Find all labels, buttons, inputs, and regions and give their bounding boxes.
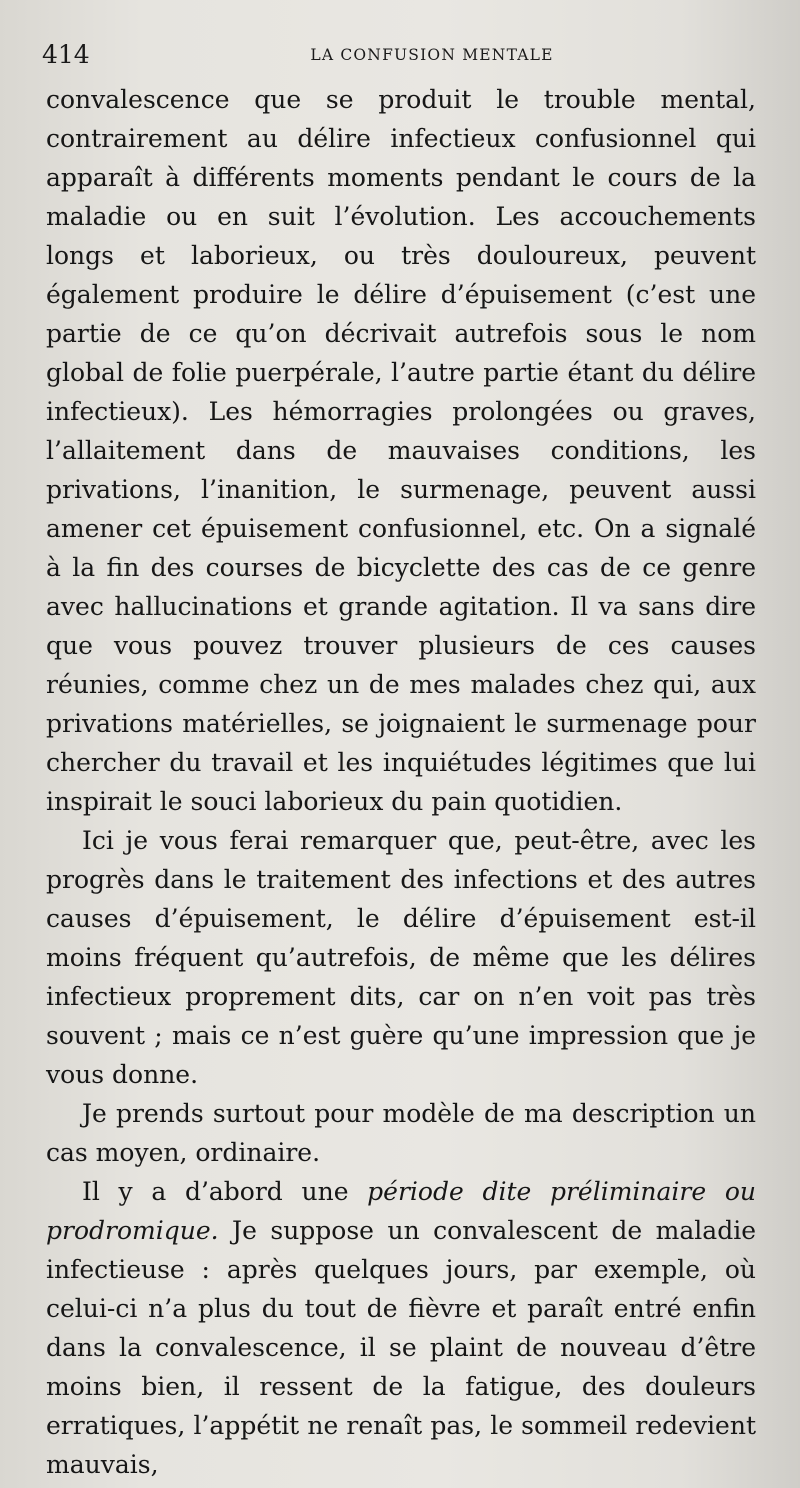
page-number: 414 — [42, 40, 90, 69]
paragraph-2: Ici je vous ferai remarquer que, peut-être, avec les progrès dans le traitement des infections et des autres causes d’épuisement, le délire d’épuisement est-il moins fréquent qu’autrefois, de même que les délires infectieux proprement dits, car on n’en voit pas très souvent ; mais ce n’est guère qu’une impression que je vous donne. — [46, 826, 756, 1089]
body-text — [46, 80, 756, 1484]
paragraph-1: convalescence que se produit le trouble mental, contrairement au délire infectieux confusionnel qui apparaît à différents moments pendant le cours de la maladie ou en suit l’évolution. Les accouchements longs et laborieux, ou très douloureux, peuvent également produire le délire d’épuisement (c’est une partie de ce qu’on décrivait autrefois sous le nom global de folie puerpérale, l’autre partie étant du délire infectieux). Les hémorragies prolongées ou graves, l’allaitement dans de mauvaises conditions, les privations, l’inanition, le surmenage, peuvent aussi amener cet épuisement confusionnel, etc. On a signalé à la fin des courses de bicyclette des cas de ce genre avec hallucinations et grande agitation. Il va sans dire que vous pouvez trouver plusieurs de ces causes réunies, comme chez un de mes malades chez qui, aux privations matérielles, se joignaient le surmenage pour chercher du travail et les inquiétudes légitimes que lui inspirait le souci laborieux du pain quotidien. — [46, 85, 756, 816]
paragraph-4-lead: Il y a d’abord une — [82, 1177, 368, 1206]
paragraph-3: Je prends surtout pour modèle de ma description un cas moyen, ordinaire. — [46, 1099, 756, 1167]
page-header — [42, 34, 762, 74]
paragraph-4 — [46, 1172, 756, 1484]
paragraph-4-italic: période dite préliminaire ou prodromique. — [46, 1177, 756, 1245]
paragraph-4-rest: Je suppose un convalescent de maladie infectieuse : après quelques jours, par exemple, où celui-ci n’a plus du tout de fièvre et paraît entré enfin dans la convalescence, il se plaint de nouveau d’être moins bien, il ressent de la fatigue, des douleurs erratiques, l’appétit ne renaît pas, le sommeil redevient mauvais, — [46, 1216, 756, 1479]
running-title: LA CONFUSION MENTALE — [310, 46, 554, 64]
